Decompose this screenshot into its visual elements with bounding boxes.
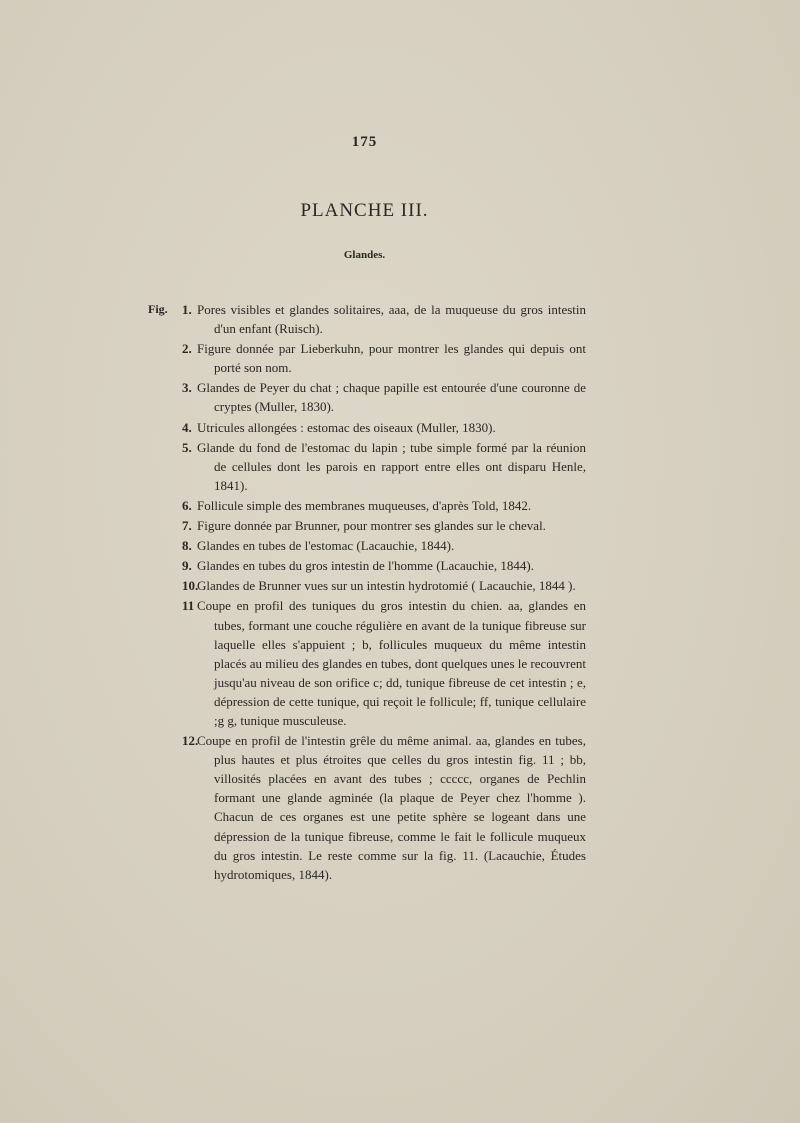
figure-caption: Glande du fond de l'estomac du lapin ; tube simple formé par la réunion de cellules dont les parois en rapport entre elles ont disparu Henle, 1841). [197,439,586,493]
figure-number: 8. [182,538,192,554]
figure-number: 11 [182,598,195,614]
figure-caption: Figure donnée par Brunner, pour montrer ses glandes sur le cheval. [197,518,546,534]
figure-caption: Glandes en tubes de l'estomac (Lacauchie, 1844). [197,538,455,554]
figure-entry [0,536,586,555]
figure-number: 5. [182,439,192,455]
figure-caption: Follicule simple des membranes muqueuses, d'après Told, 1842. [197,497,532,513]
plate-title: PLANCHE III. [300,200,429,221]
figure-caption: Figure donnée par Lieberkuhn, pour montrer les glandes qui depuis ont porté son nom. [197,341,586,376]
figure-number: 2. [182,341,192,357]
figure-entry [0,300,586,338]
figure-entry [0,418,586,437]
figure-entry [0,339,586,377]
figure-entry [0,576,586,595]
figure-entry [0,516,586,535]
figure-number: 1. [182,302,192,317]
figure-entry [0,556,586,575]
page-number: 175 [351,134,378,150]
figure-caption: Utricules allongées : estomac des oiseaux (Muller, 1830). [197,419,496,435]
figure-number: 9. [182,558,192,574]
figure-entry [0,496,586,515]
figure-number: 10. [182,578,199,594]
figure-entry [0,378,586,416]
figure-caption: Glandes de Brunner vues sur un intestin hydrotomié ( Lacauchie, 1844 ). [197,578,576,594]
figure-number: 12. [182,733,199,749]
figure-caption: Pores visibles et glandes solitaires, aaa, de la muqueuse du gros intestin d'un enfant (Ruisch). [197,302,586,337]
figure-list [0,300,800,885]
figure-entry [0,438,586,495]
figure-caption: Glandes de Peyer du chat ; chaque papille est entourée d'une couronne de cryptes (Muller, 1830). [197,380,586,415]
figure-entry [0,731,586,884]
figure-caption: Glandes en tubes du gros intestin de l'homme (Lacauchie, 1844). [197,558,535,574]
figure-number: 7. [182,518,192,534]
fig-label: Fig. [148,302,168,316]
figure-number: 4. [182,419,192,435]
figure-number: 3. [182,380,192,396]
figure-number: 6. [182,497,192,513]
figure-caption: Coupe en profil des tuniques du gros intestin du chien. aa, glandes en tubes, formant une couche régulière en avant de la tunique fibreuse sur laquelle elles s'appuient ; b, follicules muqueux du même intestin placés au milieu des glandes en tubes, dont quelques unes le recouvrent jusqu'au niveau de son orifice c; dd, tunique fibreuse de cet intestin ; e, dépression de cette tunique, qui reçoit le follicule; ff, tunique cellulaire ;g g, tunique musculeuse. [197,598,586,728]
figure-entry [0,596,586,730]
figure-caption: Coupe en profil de l'intestin grêle du même animal. aa, glandes en tubes, plus hautes et plus étroites que celles du gros intestin fig. 11 ; bb, villosités placées en avant des tubes ; ccccc, organes de Pechlin formant une glande agminée (la plaque de Peyer chez l'homme ). Chacun de ces organes est une petite sphère se logeant dans une dépression de la tunique fibreuse, comme le fait le follicule muqueux du gros intestin. Le reste comme sur la fig. 11. (Lacauchie, Études hydrotomiques, 1844). [197,733,586,882]
section-title: Glandes. [343,249,386,261]
